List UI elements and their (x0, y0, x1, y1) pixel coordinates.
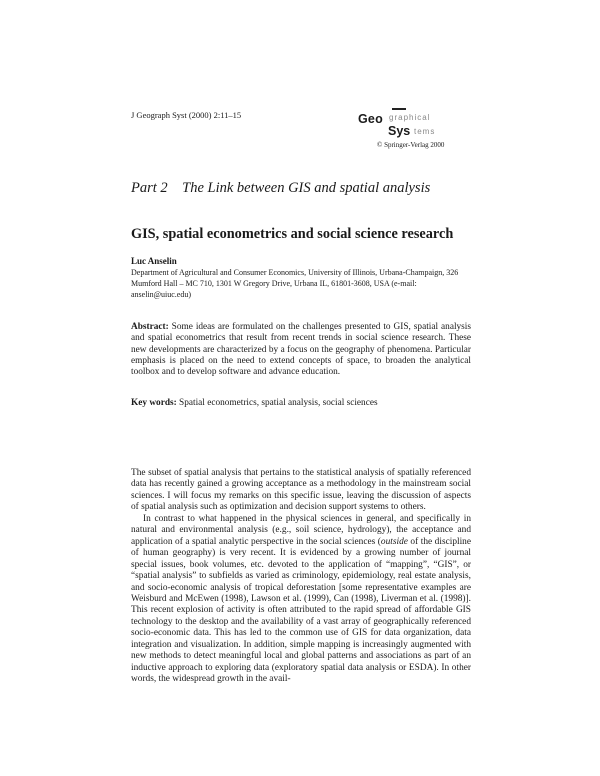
logo-faded-text-2: tems (414, 127, 436, 136)
article-title: GIS, spatial econometrics and social science research (131, 226, 454, 242)
journal-reference: J Geograph Syst (2000) 2:11–15 (131, 110, 242, 120)
abstract-text: Some ideas are formulated on the challenges presented to GIS, spatial analysis and spatial econometrics that result from recent trends in social science research. These new developments are characterized by a focus on the geography of phenomena. Particular emphasis is placed on the need to extend concepts of space, to broaden the analytical toolbox and to develop software and advance education. (131, 322, 471, 378)
author-affiliation: Department of Agricultural and Consumer Economics, University of Illinois, Urbana-Champaign, 326 Mumford Hall – MC 710, 1301 W Gregory Drive, Urbana IL, 61801-3608, USA (e-mail: anselin@uiuc.edu) (131, 268, 459, 300)
journal-logo (358, 102, 468, 142)
body-text (131, 468, 471, 686)
keywords-label: Key words: (131, 398, 177, 408)
abstract-label: Abstract: (131, 322, 169, 332)
logo-word-sys: Sys (388, 124, 411, 138)
paragraph-2-emphasis: outside (380, 536, 408, 547)
logo-word-geo: Geo (358, 112, 383, 126)
author-name: Luc Anselin (131, 256, 177, 266)
copyright-notice: © Springer-Verlag 2000 (377, 141, 445, 149)
keywords-text: Spatial econometrics, spatial analysis, social sciences (179, 398, 378, 408)
logo-mark-top (392, 108, 406, 110)
abstract (131, 322, 471, 378)
paragraph-2-part-a: In contrast to what happened in the physical sciences in general, and specifically in natural and environmental analysis (e.g., soil science, hydrology), the acceptance and application of a spatial analytic perspective in the social sciences ( (131, 513, 471, 547)
logo-faded-text: graphical (389, 113, 431, 122)
body-paragraph-1: The subset of spatial analysis that pertains to the statistical analysis of spatially referenced data has recently gained a growing acceptance as a methodology in the mainstream social sciences. I will focus my remarks on this specific issue, leaving the discussion of aspects of spatial analysis such as optimization and decision support systems to others. (131, 468, 471, 513)
part-heading: Part 2 The Link between GIS and spatial analysis (131, 180, 431, 196)
paragraph-2-part-b: of the discipline of human geography) is very recent. It is evidenced by a growing number of journal special issues, book volumes, etc. devoted to the application of “mapping”, “GIS”, or “spatial analysis” to subfields as varied as criminology, epidemiology, real estate analysis, and socio-economic analysis of tropical deforestation [some representative examples are Weisburd and McEwen (1998), Lawson et al. (1999), Can (1998), Liverman et al. (1998)]. This recent explosion of activity is often attributed to the rapid spread of affordable GIS technology to the desktop and the availability of a vast array of geographically referenced socio-economic data. This has led to the common use of GIS for data organization, data integration and visualization. In addition, simple mapping is increasingly augmented with new methods to detect meaningful local and global patterns and associations as part of an inductive approach to exploring data (exploratory spatial data analysis or ESDA). In other words, the widespread growth in the avail- (131, 536, 472, 685)
body-paragraph-2 (131, 514, 471, 686)
keywords (131, 398, 378, 408)
